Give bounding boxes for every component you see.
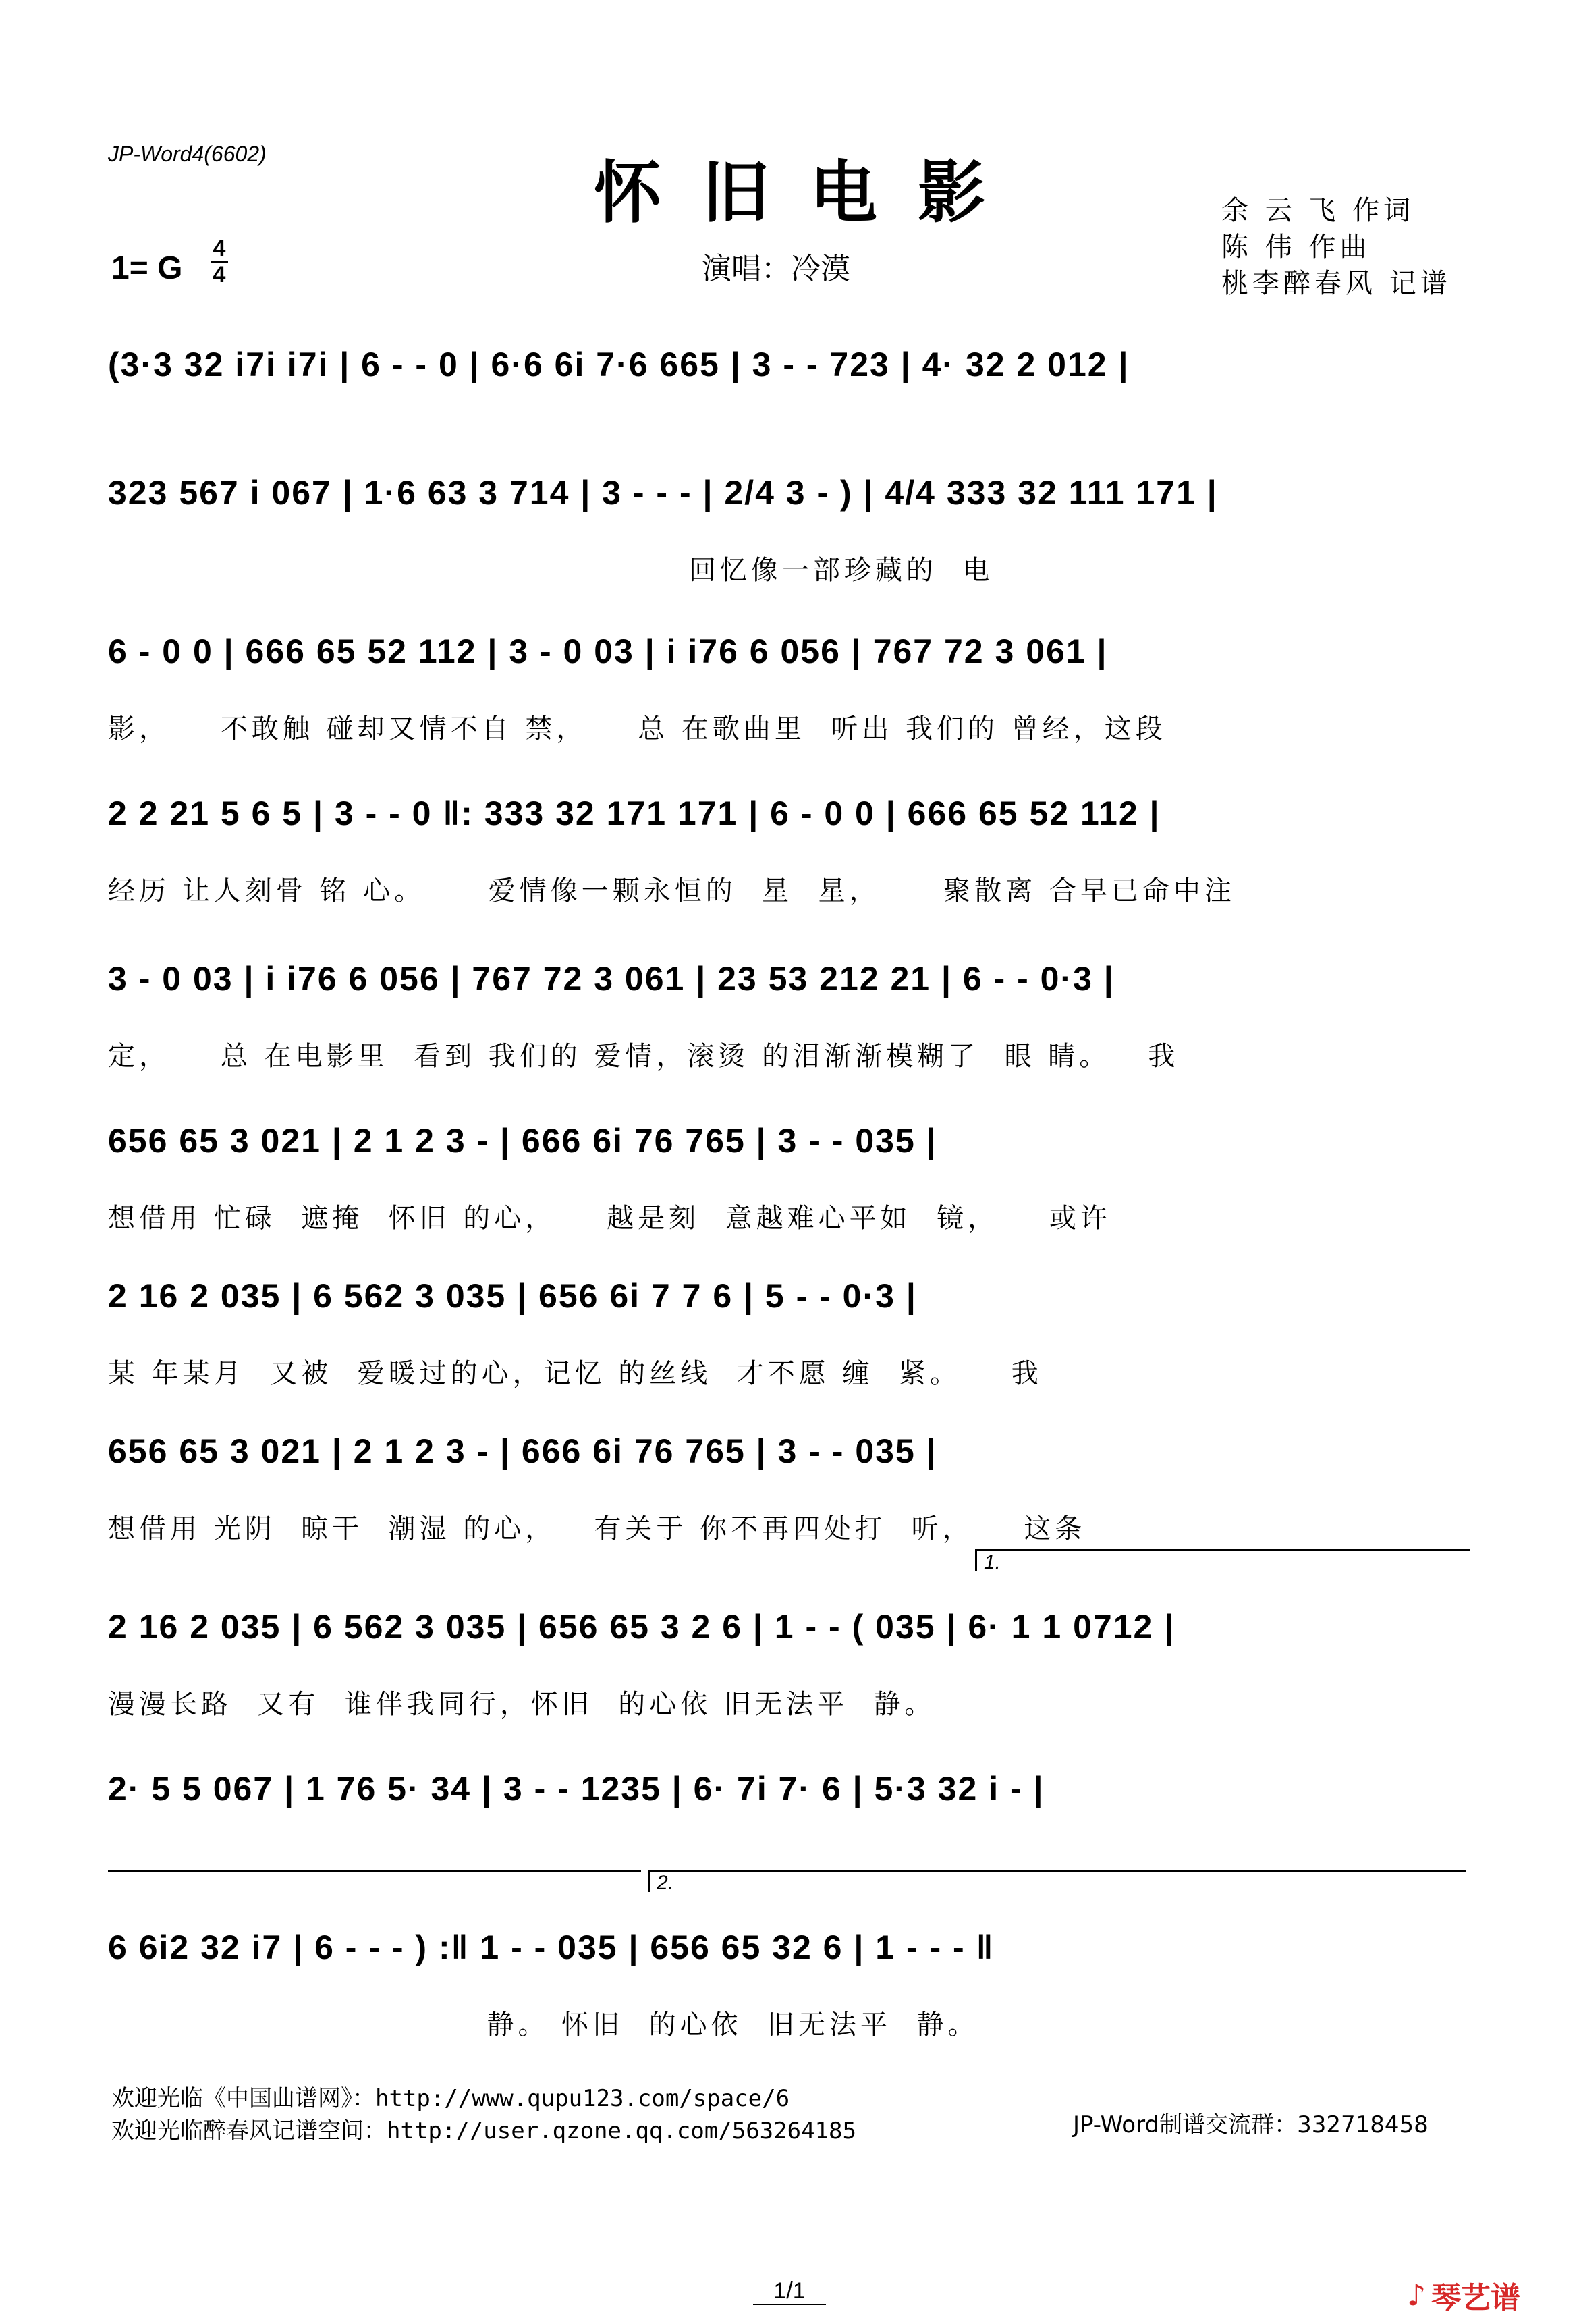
lyrics-line: 经历 让人刻骨 铭 心。 爱情像一颗永恒的 星 星， 聚散离 合早已命中注: [108, 875, 1236, 907]
key-signature: 1= G: [111, 250, 183, 286]
time-signature-bottom: 4: [213, 262, 226, 288]
footer-links: [111, 2082, 856, 2147]
lyrics-line: 想借用 光阴 晾干 潮湿 的心， 有关于 你不再四处打 听， 这条: [108, 1513, 1086, 1544]
notes-line: 6 6i2 32 i7 | 6 - - - ) :‖ 1 - - 035 | 656 65 32 6 | 1 - - - ‖: [108, 1928, 995, 1966]
time-signature-top: 4: [213, 236, 226, 261]
footer-link-qupu[interactable]: 欢迎光临《中国曲谱网》：http://www.qupu123.com/space/6: [111, 2085, 790, 2112]
brand-logo: [1407, 2273, 1520, 2317]
notes-line: 3 - 0 03 | i i76 6 056 | 767 72 3 061 | 23 53 212 21 | 6 - - 0·3 |: [108, 960, 1115, 998]
page-title: 怀旧电影: [594, 153, 1026, 232]
singer-credit: 演唱：冷漠: [702, 252, 850, 286]
composer-credit: 陈 伟 作曲: [1221, 232, 1371, 263]
notes-line: 323 567 i 067 | 1·6 63 3 714 | 3 - - - | 2/4 3 - ) | 4/4 333 32 111 171 |: [108, 474, 1218, 512]
software-label: JP-Word4(6602): [108, 142, 267, 166]
lyrics-line: 影， 不敢触 碰却又情不自 禁， 总 在歌曲里 听出 我们的 曾经，这段: [108, 713, 1167, 745]
notes-line: 2 16 2 035 | 6 562 3 035 | 656 6i 7 7 6 | 5 - - 0·3 |: [108, 1277, 917, 1315]
footer-link-qzone[interactable]: 欢迎光临醉春风记谱空间：http://user.qzone.qq.com/563264185: [111, 2117, 856, 2144]
lyrics-line: 某 年某月 又被 爱暖过的心，记忆 的丝线 才不愿 缠 紧。 我: [108, 1358, 1043, 1389]
notes-line: 656 65 3 021 | 2 1 2 3 - | 666 6i 76 765 | 3 - - 035 |: [108, 1432, 937, 1470]
notes-line: 6 - 0 0 | 666 65 52 112 | 3 - 0 03 | i i76 6 056 | 767 72 3 061 |: [108, 632, 1108, 670]
volta-line: [108, 1870, 641, 1892]
lyrics-line: 静。 怀旧 的心依 旧无法平 静。: [108, 2009, 979, 2041]
notes-line: 2 2 21 5 6 5 | 3 - - 0 ‖: 333 32 171 171 | 6 - 0 0 | 666 65 52 112 |: [108, 794, 1161, 832]
transcriber-credit: 桃李醉春风 记谱: [1221, 268, 1451, 299]
notes-line: 656 65 3 021 | 2 1 2 3 - | 666 6i 76 765 | 3 - - 035 |: [108, 1122, 937, 1160]
volta-first-ending: 1.: [975, 1549, 1470, 1571]
group-info: JP-Word制谱交流群：332718458: [1073, 2111, 1429, 2138]
lyrics-line: 想借用 忙碌 遮掩 怀旧 的心， 越是刻 意越难心平如 镜， 或许: [108, 1203, 1111, 1234]
credits-block: [1221, 192, 1451, 302]
lyrics-line: 定， 总 在电影里 看到 我们的 爱情，滚烫 的泪渐渐模糊了 眼 睛。 我: [108, 1041, 1180, 1072]
notes-line: 2· 5 5 067 | 1 76 5· 34 | 3 - - 1235 | 6· 7i 7· 6 | 5·3 32 i - |: [108, 1770, 1045, 1808]
lyrics-line: 回忆像一部珍藏的 电: [108, 555, 994, 586]
page-number: 1/1: [0, 2278, 1579, 2304]
time-signature: [211, 236, 228, 287]
volta-second-ending: 2.: [648, 1870, 1466, 1892]
notes-line: (3·3 32 i7i i7i | 6 - - 0 | 6·6 6i 7·6 665 | 3 - - 723 | 4· 32 2 012 |: [108, 346, 1130, 383]
lyrics-line: 漫漫长路 又有 谁伴我同行，怀旧 的心依 旧无法平 静。: [108, 1689, 936, 1720]
lyricist-credit: 余 云 飞 作词: [1221, 195, 1415, 226]
music-note-icon: ♪: [1407, 2277, 1426, 2313]
notes-line: 2 16 2 035 | 6 562 3 035 | 656 65 3 2 6 | 1 - - ( 035 | 6· 1 1 0712 |: [108, 1608, 1175, 1646]
brand-name: 琴艺谱: [1431, 2281, 1521, 2315]
